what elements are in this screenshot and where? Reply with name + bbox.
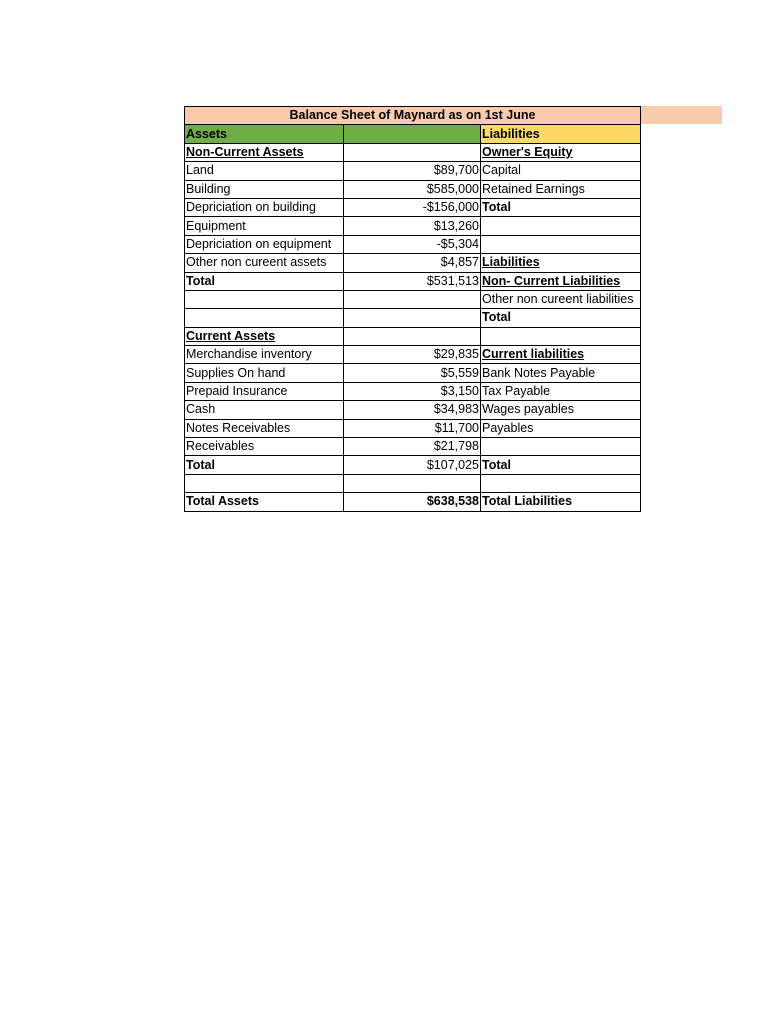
liability-label: Total Liabilities (481, 493, 641, 511)
liability-label: Wages payables (481, 401, 641, 419)
asset-label: Depriciation on building (185, 198, 344, 216)
asset-value: $5,559 (344, 364, 481, 382)
asset-label (185, 309, 344, 327)
asset-label: Non-Current Assets (185, 143, 344, 161)
table-row (185, 235, 641, 253)
liability-label: Liabilities (481, 254, 641, 272)
liabilities-header: Liabilities (481, 125, 641, 143)
liability-label: Current liabilities (481, 346, 641, 364)
table-row (185, 346, 641, 364)
liability-label: Bank Notes Payable (481, 364, 641, 382)
liability-label (481, 235, 641, 253)
table-row (185, 493, 641, 511)
table-row (185, 180, 641, 198)
liability-label: Total (481, 456, 641, 474)
liability-label: Payables (481, 419, 641, 437)
asset-value (344, 474, 481, 492)
table-row (185, 162, 641, 180)
table-row (185, 364, 641, 382)
asset-value: $638,538 (344, 493, 481, 511)
asset-value: $29,835 (344, 346, 481, 364)
asset-label: Equipment (185, 217, 344, 235)
asset-value: $89,700 (344, 162, 481, 180)
assets-header: Assets (185, 125, 344, 143)
balance-sheet-table (184, 106, 641, 512)
asset-label: Prepaid Insurance (185, 382, 344, 400)
header-row (185, 125, 641, 143)
table-row (185, 419, 641, 437)
asset-label: Land (185, 162, 344, 180)
asset-label (185, 474, 344, 492)
asset-value (344, 309, 481, 327)
asset-label (185, 290, 344, 308)
asset-value: $21,798 (344, 438, 481, 456)
asset-value: $585,000 (344, 180, 481, 198)
assets-header-value (344, 125, 481, 143)
liability-label: Owner's Equity (481, 143, 641, 161)
table-row (185, 217, 641, 235)
asset-value: $107,025 (344, 456, 481, 474)
asset-value: $531,513 (344, 272, 481, 290)
table-row (185, 327, 641, 345)
asset-value: $13,260 (344, 217, 481, 235)
asset-value: -$156,000 (344, 198, 481, 216)
asset-label: Merchandise inventory (185, 346, 344, 364)
table-row (185, 143, 641, 161)
table-row (185, 474, 641, 492)
liability-label: Non- Current Liabilities (481, 272, 641, 290)
asset-value (344, 290, 481, 308)
asset-label: Cash (185, 401, 344, 419)
asset-label: Total (185, 456, 344, 474)
sheet-title: Balance Sheet of Maynard as on 1st June (185, 107, 641, 125)
asset-value (344, 327, 481, 345)
liability-label: Tax Payable (481, 382, 641, 400)
liability-label: Total (481, 309, 641, 327)
asset-value (344, 143, 481, 161)
liability-label (481, 217, 641, 235)
asset-label: Notes Receivables (185, 419, 344, 437)
asset-label: Supplies On hand (185, 364, 344, 382)
liability-label (481, 438, 641, 456)
balance-sheet (184, 106, 641, 512)
asset-label: Other non cureent assets (185, 254, 344, 272)
asset-label: Total Assets (185, 493, 344, 511)
asset-label: Building (185, 180, 344, 198)
table-row (185, 401, 641, 419)
table-row (185, 309, 641, 327)
table-row (185, 438, 641, 456)
liability-label: Other non cureent liabilities (481, 290, 641, 308)
table-row (185, 272, 641, 290)
liability-label: Capital (481, 162, 641, 180)
asset-value: -$5,304 (344, 235, 481, 253)
liability-label (481, 474, 641, 492)
liability-label: Retained Earnings (481, 180, 641, 198)
table-row (185, 254, 641, 272)
asset-value: $34,983 (344, 401, 481, 419)
asset-label: Depriciation on equipment (185, 235, 344, 253)
asset-value: $4,857 (344, 254, 481, 272)
asset-label: Total (185, 272, 344, 290)
liability-label: Total (481, 198, 641, 216)
table-row (185, 198, 641, 216)
asset-label: Current Assets (185, 327, 344, 345)
title-row (185, 107, 641, 125)
table-row (185, 456, 641, 474)
asset-value: $11,700 (344, 419, 481, 437)
liability-label (481, 327, 641, 345)
table-row (185, 382, 641, 400)
table-row (185, 290, 641, 308)
asset-value: $3,150 (344, 382, 481, 400)
asset-label: Receivables (185, 438, 344, 456)
